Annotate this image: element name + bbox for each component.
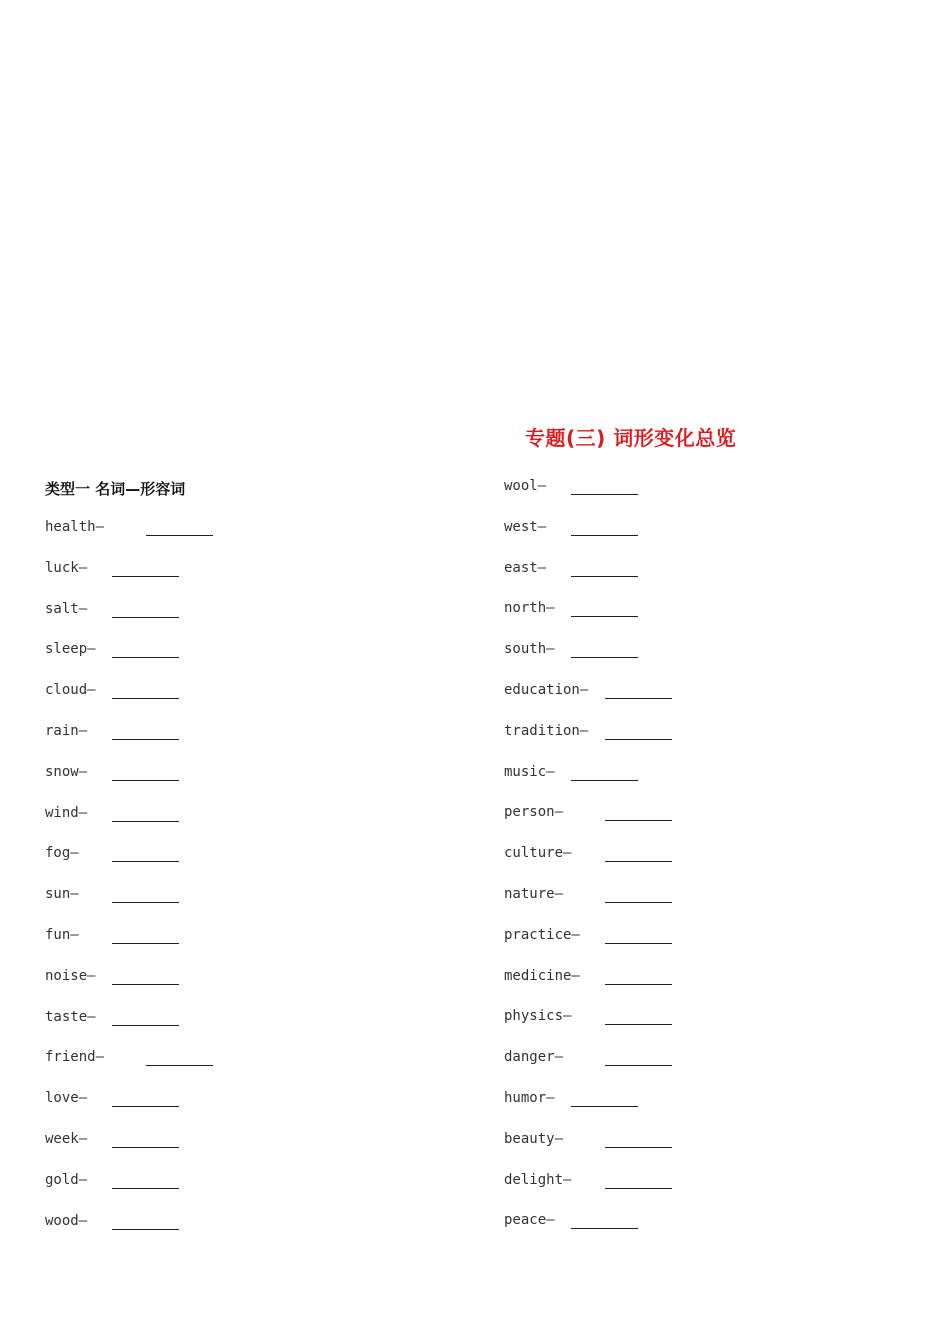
answer-blank[interactable] bbox=[571, 576, 638, 577]
word-prompt: wool— bbox=[504, 478, 547, 494]
answer-blank[interactable] bbox=[571, 535, 638, 536]
word-prompt: fun— bbox=[45, 927, 79, 943]
word-prompt: luck— bbox=[45, 559, 88, 576]
word-prompt: physics— bbox=[504, 1008, 572, 1025]
answer-blank[interactable] bbox=[112, 657, 179, 658]
word-prompt: sun— bbox=[45, 886, 79, 903]
word-prompt: gold— bbox=[45, 1171, 88, 1188]
answer-blank[interactable] bbox=[605, 861, 672, 862]
answer-blank[interactable] bbox=[571, 657, 638, 658]
word-prompt: snow— bbox=[45, 763, 88, 780]
answer-blank[interactable] bbox=[112, 984, 179, 985]
word-prompt: sleep— bbox=[45, 641, 96, 658]
answer-blank[interactable] bbox=[571, 1228, 638, 1229]
answer-blank[interactable] bbox=[605, 902, 672, 903]
answer-blank[interactable] bbox=[112, 1188, 179, 1189]
word-prompt: music— bbox=[504, 763, 555, 780]
word-prompt: west— bbox=[504, 518, 547, 535]
word-prompt: friend— bbox=[45, 1049, 105, 1066]
answer-blank[interactable] bbox=[146, 535, 213, 536]
word-prompt: wood— bbox=[45, 1212, 88, 1229]
word-prompt: south— bbox=[504, 641, 555, 658]
word-prompt: education— bbox=[504, 682, 589, 698]
word-prompt: humor— bbox=[504, 1090, 555, 1106]
answer-blank[interactable] bbox=[112, 861, 179, 862]
word-prompt: peace— bbox=[504, 1212, 555, 1229]
answer-blank[interactable] bbox=[605, 984, 672, 985]
word-prompt: rain— bbox=[45, 723, 88, 739]
word-prompt: taste— bbox=[45, 1008, 96, 1025]
answer-blank[interactable] bbox=[112, 1229, 179, 1230]
word-prompt: noise— bbox=[45, 967, 96, 984]
answer-blank[interactable] bbox=[112, 1147, 179, 1148]
word-prompt: fog— bbox=[45, 845, 79, 862]
answer-blank[interactable] bbox=[605, 1188, 672, 1189]
answer-blank[interactable] bbox=[571, 1106, 638, 1107]
answer-blank[interactable] bbox=[112, 821, 179, 822]
word-prompt: east— bbox=[504, 559, 547, 576]
word-prompt: love— bbox=[45, 1090, 88, 1107]
word-prompt: cloud— bbox=[45, 682, 96, 699]
section-heading: 类型一 名词—形容词 bbox=[45, 480, 186, 498]
answer-blank[interactable] bbox=[112, 1106, 179, 1107]
answer-blank[interactable] bbox=[112, 739, 179, 740]
word-prompt: delight— bbox=[504, 1171, 572, 1188]
page-title: 专题(三) 词形变化总览 bbox=[525, 426, 737, 450]
answer-blank[interactable] bbox=[112, 617, 179, 618]
answer-blank[interactable] bbox=[112, 698, 179, 699]
word-prompt: salt— bbox=[45, 600, 88, 617]
word-prompt: practice— bbox=[504, 926, 580, 943]
word-prompt: week— bbox=[45, 1131, 88, 1147]
word-prompt: culture— bbox=[504, 845, 572, 862]
word-prompt: health— bbox=[45, 519, 105, 535]
answer-blank[interactable] bbox=[112, 780, 179, 781]
word-prompt: wind— bbox=[45, 804, 88, 821]
answer-blank[interactable] bbox=[571, 494, 638, 495]
word-prompt: nature— bbox=[504, 886, 564, 902]
answer-blank[interactable] bbox=[605, 1065, 672, 1066]
answer-blank[interactable] bbox=[605, 943, 672, 944]
word-prompt: beauty— bbox=[504, 1130, 564, 1147]
answer-blank[interactable] bbox=[605, 1147, 672, 1148]
answer-blank[interactable] bbox=[112, 576, 179, 577]
answer-blank[interactable] bbox=[112, 1025, 179, 1026]
answer-blank[interactable] bbox=[112, 902, 179, 903]
answer-blank[interactable] bbox=[605, 739, 672, 740]
word-prompt: medicine— bbox=[504, 967, 580, 984]
word-prompt: north— bbox=[504, 600, 555, 617]
answer-blank[interactable] bbox=[571, 616, 638, 617]
word-prompt: danger— bbox=[504, 1049, 564, 1066]
answer-blank[interactable] bbox=[112, 943, 179, 944]
word-prompt: tradition— bbox=[504, 722, 589, 739]
word-prompt: person— bbox=[504, 804, 564, 821]
answer-blank[interactable] bbox=[146, 1065, 213, 1066]
answer-blank[interactable] bbox=[605, 698, 672, 699]
answer-blank[interactable] bbox=[605, 820, 672, 821]
answer-blank[interactable] bbox=[571, 780, 638, 781]
answer-blank[interactable] bbox=[605, 1024, 672, 1025]
